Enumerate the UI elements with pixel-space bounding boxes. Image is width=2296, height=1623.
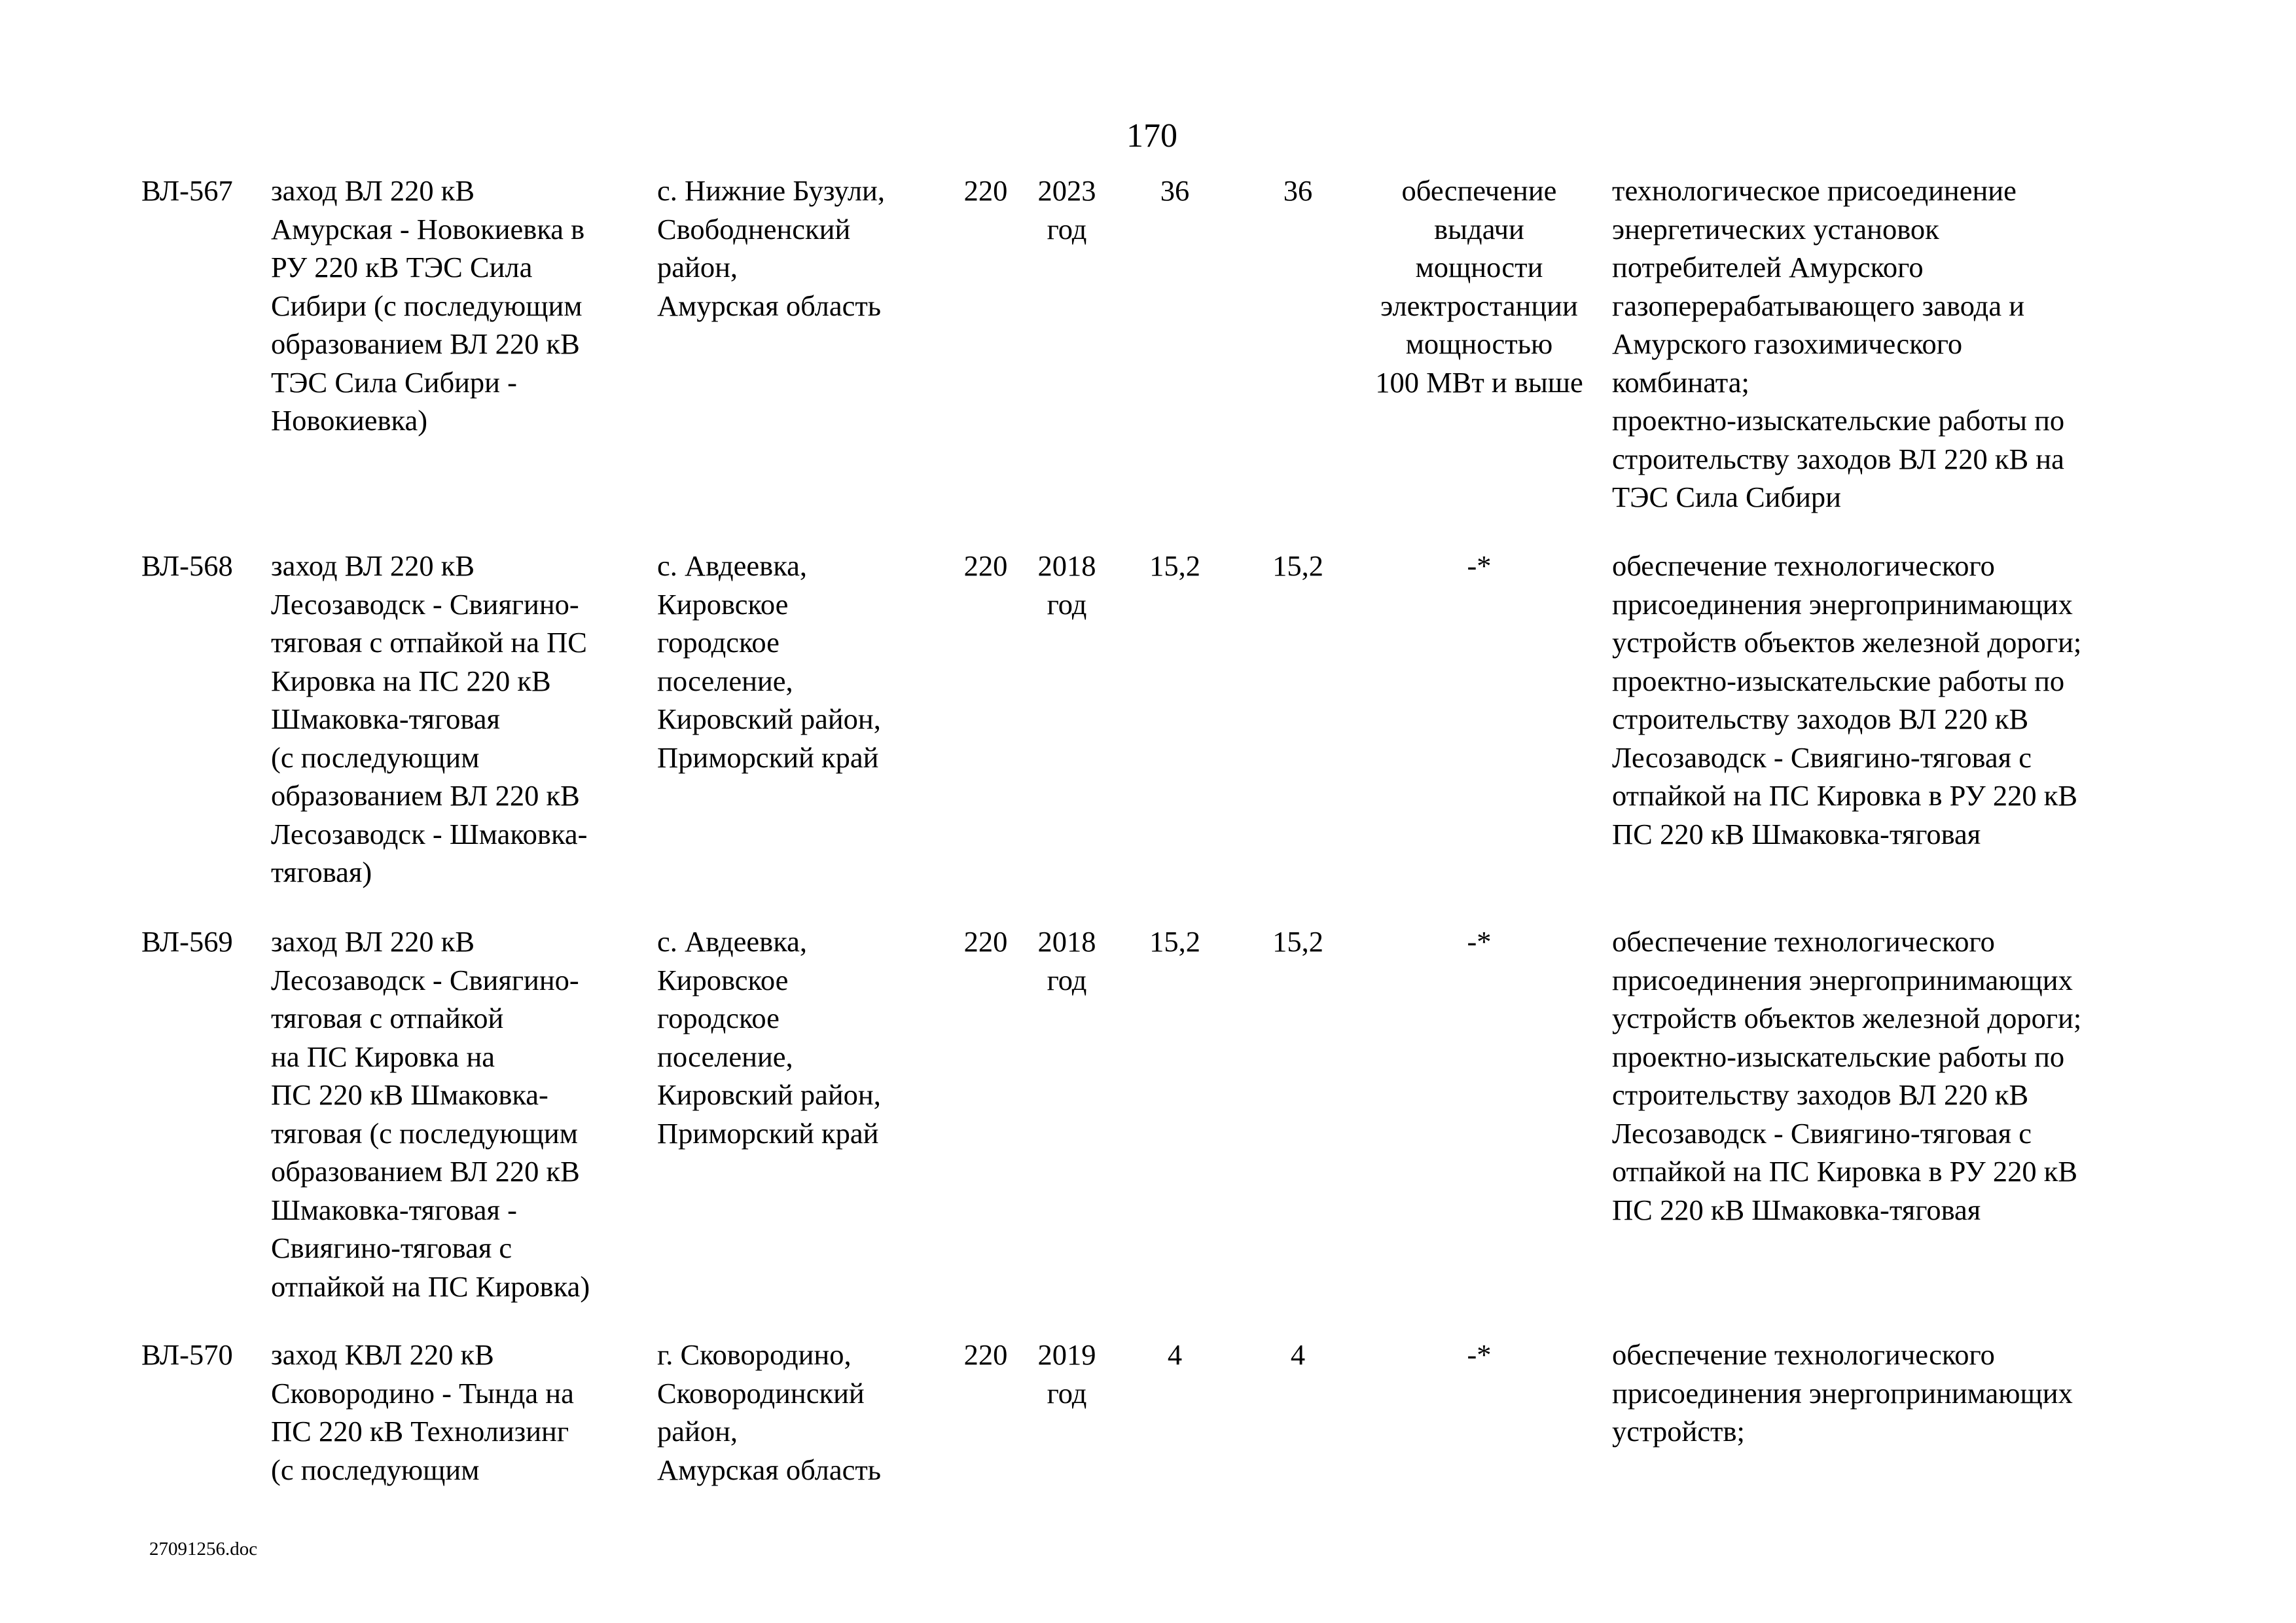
line-power-purpose: -* [1467, 549, 1492, 582]
line-power-purpose: -* [1467, 1338, 1492, 1371]
line-length-1: 15,2 [1149, 925, 1200, 958]
line-reason: обеспечение технологического присоединения энергопринимающих устройств; [1612, 1338, 2073, 1448]
line-power-purpose: обеспечение выдачи мощности электростанции мощностью 100 МВт и выше [1375, 174, 1583, 399]
line-name: заход ВЛ 220 кВ Лесозаводск - Свиягино- тяговая с отпайкой на ПС Кировка на ПС 220 кВ Шмаковка- тяговая (с последующим образованием ВЛ 220 кВ Шмаковка-тяговая - Свиягино-тяговая с отпайкой на ПС Кировка) [271, 925, 590, 1303]
line-power-purpose: -* [1467, 925, 1492, 958]
line-voltage: 220 [963, 174, 1008, 207]
line-length-1: 4 [1167, 1338, 1183, 1371]
line-year: 2019 год [1037, 1338, 1096, 1410]
line-reason: обеспечение технологического присоединения энергопринимающих устройств объектов железной дороги; проектно-изыскательские работы по строительству заходов ВЛ 220 кВ Лесозаводск - Свиягино-тяговая с отпайкой на ПС Кировка в РУ 220 кВ ПС 220 кВ Шмаковка-тяговая [1612, 549, 2082, 850]
line-length-2: 15,2 [1272, 549, 1323, 582]
line-code: ВЛ-570 [141, 1338, 233, 1371]
line-length-1: 15,2 [1149, 549, 1200, 582]
line-code: ВЛ-568 [141, 549, 233, 582]
line-year: 2018 год [1037, 549, 1096, 621]
line-code: ВЛ-569 [141, 925, 233, 958]
line-length-1: 36 [1160, 174, 1190, 207]
line-name: заход ВЛ 220 кВ Амурская - Новокиевка в РУ 220 кВ ТЭС Сила Сибири (с последующим образованием ВЛ 220 кВ ТЭС Сила Сибири - Новокиевка) [271, 174, 585, 437]
line-length-2: 15,2 [1272, 925, 1323, 958]
line-year: 2018 год [1037, 925, 1096, 996]
line-code: ВЛ-567 [141, 174, 233, 207]
line-voltage: 220 [963, 549, 1008, 582]
line-voltage: 220 [963, 925, 1008, 958]
line-reason: технологическое присоединение энергетических установок потребителей Амурского газоперерабатывающего завода и Амурского газохимического комбината; проектно-изыскательские работы по строительству заходов ВЛ 220 кВ на ТЭС Сила Сибири [1612, 174, 2065, 513]
line-location: г. Сковородино, Сковородинский район, Амурская область [657, 1338, 882, 1486]
line-length-2: 4 [1290, 1338, 1306, 1371]
page-number: 170 [1126, 117, 1177, 155]
line-year: 2023 год [1037, 174, 1096, 246]
line-name: заход ВЛ 220 кВ Лесозаводск - Свиягино- тяговая с отпайкой на ПС Кировка на ПС 220 кВ Шмаковка-тяговая (с последующим образованием ВЛ 220 кВ Лесозаводск - Шмаковка- тяговая) [271, 549, 588, 888]
line-location: с. Авдеевка, Кировское городское поселение, Кировский район, Приморский край [657, 925, 881, 1150]
line-voltage: 220 [963, 1338, 1008, 1371]
line-name: заход КВЛ 220 кВ Сковородино - Тында на ПС 220 кВ Технолизинг (с последующим [271, 1338, 574, 1486]
line-location: с. Авдеевка, Кировское городское поселение, Кировский район, Приморский край [657, 549, 881, 774]
line-location: с. Нижние Бузули, Свободненский район, Амурская область [657, 174, 885, 322]
line-reason: обеспечение технологического присоединения энергопринимающих устройств объектов железной дороги; проектно-изыскательские работы по строительству заходов ВЛ 220 кВ Лесозаводск - Свиягино-тяговая с отпайкой на ПС Кировка в РУ 220 кВ ПС 220 кВ Шмаковка-тяговая [1612, 925, 2082, 1226]
document-filename: 27091256.doc [149, 1539, 258, 1559]
line-length-2: 36 [1283, 174, 1313, 207]
